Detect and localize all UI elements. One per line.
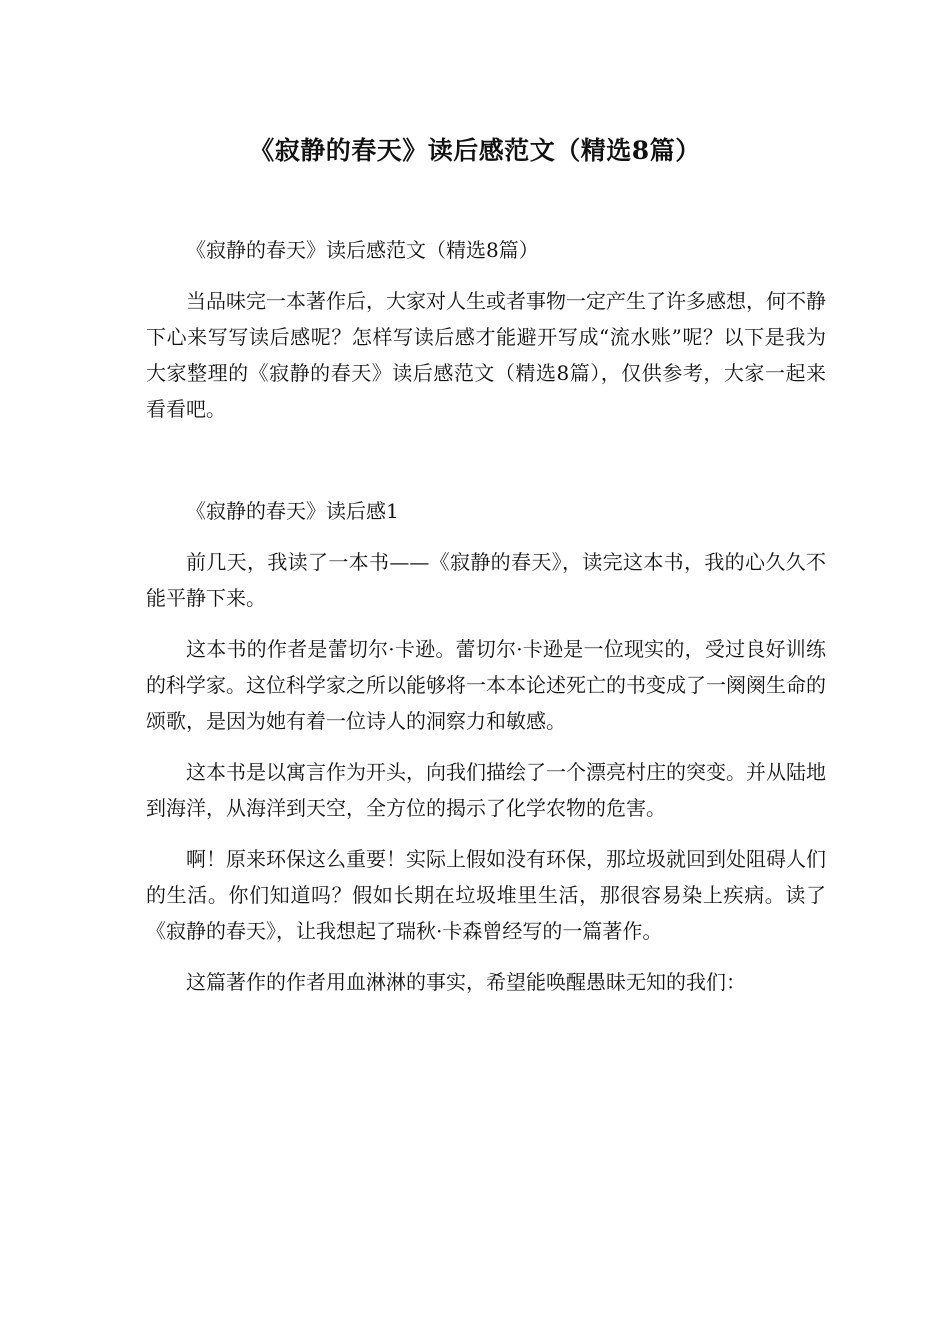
body-paragraph: 啊！原来环保这么重要！实际上假如没有环保，那垃圾就回到处阻碍人们的生活。你们知道吗？假如长期在垃圾堆里生活，那很容易染上疾病。读了《寂静的春天》，让我想起了瑞秋·卡森曾经写的一篇著作。 <box>146 847 826 943</box>
body-paragraph: 前几天，我读了一本书——《寂静的春天》，读完这本书，我的心久久不能平静下来。 <box>146 550 826 610</box>
body-paragraph: 这本书的作者是蕾切尔·卡逊。蕾切尔·卡逊是一位现实的，受过良好训练的科学家。这位科学家之所以能够将一本本论述死亡的书变成了一阕阕生命的颂歌，是因为她有着一位诗人的洞察力和敏感。 <box>146 637 826 733</box>
body-paragraph: 这篇著作的作者用血淋淋的事实，希望能唤醒愚昧无知的我们： <box>186 970 746 994</box>
subtitle-paragraph: 《寂静的春天》读后感范文（精选8篇） <box>186 238 539 262</box>
section-heading: 《寂静的春天》读后感1 <box>186 499 399 523</box>
document-title: 《寂静的春天》读后感范文（精选8篇） <box>249 136 701 165</box>
intro-paragraph: 当品味完一本著作后，大家对人生或者事物一定产生了许多感想，何不静下心来写写读后感呢？怎样写读后感才能避开写成“流水账”呢？以下是我为大家整理的《寂静的春天》读后感范文（精选8篇），仅供参考，大家一起来看看吧。 <box>146 289 826 421</box>
body-paragraph: 这本书是以寓言作为开头，向我们描绘了一个漂亮村庄的突变。并从陆地到海洋，从海洋到天空，全方位的揭示了化学农物的危害。 <box>146 760 826 820</box>
document-body <box>146 232 826 1015</box>
